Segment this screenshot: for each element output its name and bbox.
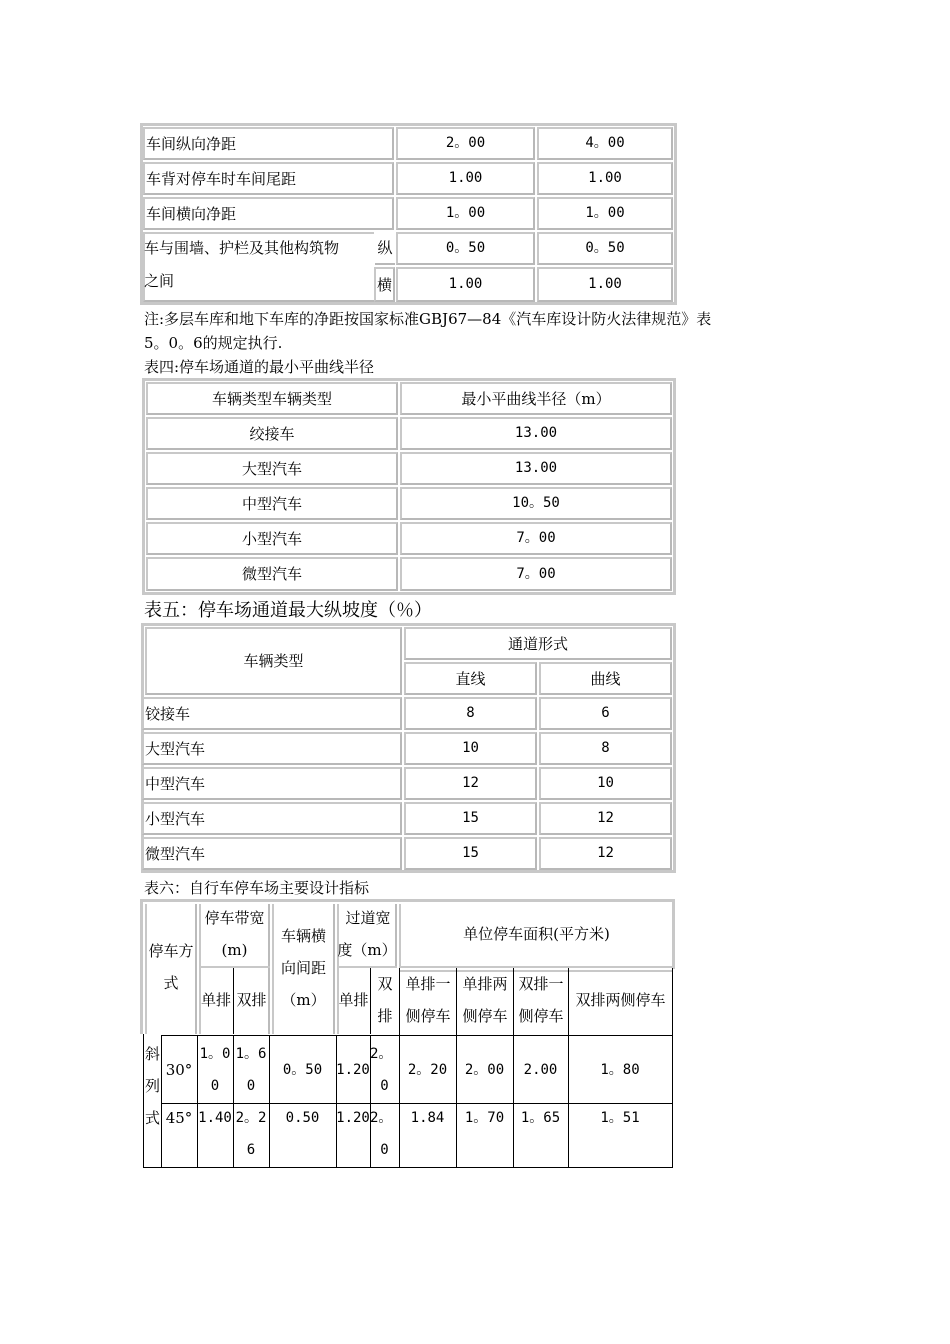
t6-r2-area-2: 1。70 <box>464 1110 505 1126</box>
t5-row-3-straight: 12 <box>404 767 537 800</box>
t5-row-2-straight: 10 <box>404 732 537 765</box>
t3-merged-label-line2: 之间 <box>144 272 175 290</box>
t6-h-aisle-double-2: 排 <box>377 1007 393 1025</box>
t6-r1-area-1: 2。20 <box>407 1062 448 1078</box>
t5-caption: 表五：停车场通道最大纵坡度（％） <box>144 600 432 621</box>
t6-r2-angle: 45° <box>165 1109 193 1127</box>
t4-row-1-vehicle: 绞接车 <box>146 417 398 450</box>
t6-r2-band-double-b: 6 <box>246 1142 256 1158</box>
t6-h-a3-2: 侧停车 <box>518 1007 564 1025</box>
t4-header-vehicle: 车辆类型车辆类型 <box>146 382 398 415</box>
t6-r1-band-double-b: 0 <box>246 1078 256 1094</box>
t6-h-mode-2: 式 <box>163 974 179 992</box>
t6-r1-aisle-single: 1.20 <box>336 1062 370 1078</box>
t6-r1-band-double-a: 1。6 <box>235 1046 267 1062</box>
t6-r2-aisle-double-a: 2。 <box>370 1110 393 1126</box>
t6-h-a1-2: 侧停车 <box>405 1007 451 1025</box>
t6-r1-aisle-double-a: 2。 <box>370 1046 393 1062</box>
t6-h-spacing-2: 向间距 <box>280 959 326 977</box>
t6-r1-band-single-a: 1。0 <box>199 1046 231 1062</box>
t4-caption: 表四:停车场通道的最小平曲线半径 <box>144 358 375 376</box>
t6-h-aisle-1: 过道宽 <box>345 909 391 927</box>
t6-h-a2-1: 单排两 <box>462 975 508 993</box>
t3-sub2-label: 横 <box>374 267 395 302</box>
t6-r1-area-4: 1。80 <box>600 1062 640 1078</box>
t3-row1-label: 车间纵向净距 <box>143 127 394 160</box>
t5-header-vehicle: 车辆类型 <box>145 627 402 695</box>
t3-row3-label: 车间横向净距 <box>143 197 394 230</box>
t4-row-2-vehicle: 大型汽车 <box>146 452 398 485</box>
t6-caption: 表六：自行车停车场主要设计指标 <box>144 879 370 897</box>
t5-header-curve: 曲线 <box>539 662 672 695</box>
t6-r1-spacing: 0。50 <box>282 1062 323 1078</box>
t4-row-2-value: 13.00 <box>400 452 672 485</box>
t3-row2-v1: 1.00 <box>396 162 535 195</box>
t6-r2-aisle-double-b: 0 <box>380 1142 389 1158</box>
t5-row-5-straight: 15 <box>404 837 537 870</box>
t5-row-4-curve: 12 <box>539 802 672 835</box>
t6-r1-area-3: 2.00 <box>523 1062 558 1078</box>
t3-row2-v2: 1.00 <box>537 162 673 195</box>
t6-h-a1-1: 单排一 <box>405 975 451 993</box>
t6-h-mode-1: 停车方 <box>148 942 194 960</box>
t6-h-band-2: (m) <box>221 941 248 959</box>
t4-row-1-value: 13.00 <box>400 417 672 450</box>
note-line2: 5。0。6的规定执行. <box>144 334 283 352</box>
t6-r2-aisle-single: 1.20 <box>336 1110 370 1126</box>
t3-row1-v1: 2。00 <box>396 127 535 160</box>
t5-row-3-curve: 10 <box>539 767 672 800</box>
t6-h-aisle-single: 单排 <box>338 991 369 1009</box>
t6-h-band-1: 停车带宽 <box>204 909 265 927</box>
t6-h-a4: 双排两侧停车 <box>575 991 666 1009</box>
t3-sub2-v2: 1.00 <box>537 267 673 302</box>
t6-r2-area-3: 1。65 <box>520 1110 561 1126</box>
t5-header-group: 通道形式 <box>404 627 672 660</box>
t5-row-4-straight: 15 <box>404 802 537 835</box>
t6-r2-area-4: 1。51 <box>600 1110 640 1126</box>
t6-h-aisle-2: 度（m） <box>337 941 397 959</box>
t6-h-a2-2: 侧停车 <box>462 1007 508 1025</box>
t6-r2-band-single: 1.40 <box>198 1110 232 1126</box>
t3-row2-label: 车背对停车时车间尾距 <box>143 162 394 195</box>
t5-row-4-vehicle: 小型汽车 <box>142 802 402 835</box>
t3-sub1-v2: 0。50 <box>537 232 673 265</box>
t4-row-3-vehicle: 中型汽车 <box>146 487 398 520</box>
t6-r2-band-double-a: 2。2 <box>235 1110 267 1126</box>
t4-row-3-value: 10。50 <box>400 487 672 520</box>
t4-row-4-value: 7。00 <box>400 522 672 555</box>
t6-h-area: 单位停车面积(平方米) <box>463 925 610 943</box>
t3-sub1-v1: 0。50 <box>396 232 535 265</box>
t6-r1-band-single-b: 0 <box>210 1078 220 1094</box>
t6-group-1: 斜 <box>144 1045 160 1063</box>
t6-h-double: 双排 <box>236 991 267 1009</box>
t5-header-straight: 直线 <box>404 662 537 695</box>
t5-row-5-vehicle: 微型汽车 <box>142 837 402 870</box>
t6-r1-aisle-double-b: 0 <box>380 1078 389 1094</box>
t6-r2-spacing: 0.50 <box>285 1110 320 1126</box>
note-line1: 注:多层车库和地下车库的净距按国家标准GBJ67—84《汽车库设计防火法律规范》表 <box>144 310 712 328</box>
t3-row3-v1: 1。00 <box>396 197 535 230</box>
t6-h-a3-1: 双排一 <box>518 975 564 993</box>
t3-row3-v2: 1。00 <box>537 197 673 230</box>
t3-sub1-label: 纵 <box>375 232 395 265</box>
t4-row-5-value: 7。00 <box>400 557 672 591</box>
t3-sub2-v1: 1.00 <box>396 267 535 302</box>
t5-row-1-straight: 8 <box>404 697 537 730</box>
t6-h-single: 单排 <box>200 991 231 1009</box>
t5-row-5-curve: 12 <box>539 837 672 870</box>
t5-row-2-vehicle: 大型汽车 <box>142 732 402 765</box>
t5-row-1-vehicle: 铰接车 <box>142 697 402 730</box>
t5-row-2-curve: 8 <box>539 732 672 765</box>
t4-row-4-vehicle: 小型汽车 <box>146 522 398 555</box>
t3-merged-label-line1: 车与围墙、护栏及其他构筑物 <box>144 239 340 257</box>
t6-r1-angle: 30° <box>165 1061 193 1079</box>
t6-h-spacing-1: 车辆横 <box>280 927 326 945</box>
t4-row-5-vehicle: 微型汽车 <box>146 557 398 591</box>
t6-r2-area-1: 1.84 <box>410 1110 445 1126</box>
t3-row1-v2: 4。00 <box>537 127 673 160</box>
t6-h-spacing-3: （m） <box>281 991 326 1009</box>
t6-r1-area-2: 2。00 <box>464 1062 505 1078</box>
t4-header-radius: 最小平曲线半径（m） <box>400 382 672 415</box>
t6-h-aisle-double-1: 双 <box>377 975 393 993</box>
t6-group-3: 式 <box>144 1109 160 1127</box>
t6-group-2: 列 <box>144 1077 160 1095</box>
t5-row-1-curve: 6 <box>539 697 672 730</box>
t5-row-3-vehicle: 中型汽车 <box>142 767 402 800</box>
